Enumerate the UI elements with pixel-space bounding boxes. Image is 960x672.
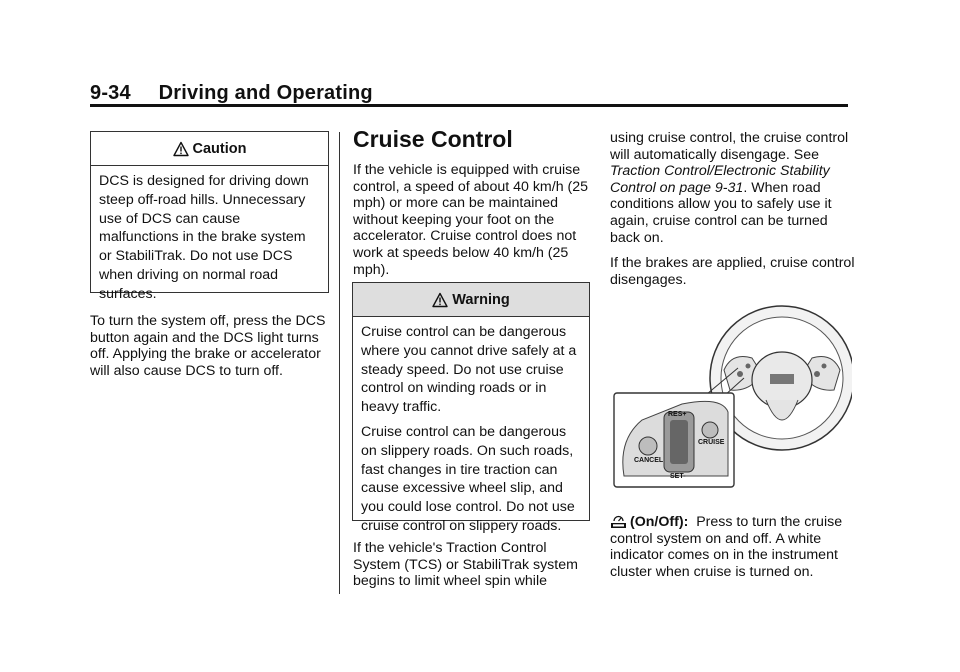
cancel-label: CANCEL [634, 457, 664, 464]
caution-text: DCS is designed for driving down steep off-road hills. Unnecessary use of DCS can cause malfunctions in the brake system or StabiliTrak. Do not use DCS when driving on normal road surfaces. [99, 173, 309, 302]
column-divider [339, 132, 340, 594]
cruise-control-heading: Cruise Control [353, 126, 513, 152]
dcs-off-paragraph: To turn the system off, press the DCS button again and the DCS light turns off. Applying the brake or accelerator will also cause DCS to turn off. [90, 313, 326, 379]
caution-title: Caution [192, 140, 247, 157]
page-number: 9-34 [90, 82, 131, 104]
on-off-label: (On/Off): [630, 514, 689, 530]
section-title: Driving and Operating [158, 82, 373, 104]
warning-paragraph-2: Cruise control can be dangerous on slippery roads. On such roads, fast changes in tire traction can cause excessive wheel slip, and you could lose control. Do not use cruise control on slippery roads. [361, 423, 575, 534]
set-label: SET- [670, 473, 686, 480]
warning-triangle-icon [173, 141, 189, 157]
warning-triangle-icon [432, 292, 448, 308]
tcs-paragraph: If the vehicle's Traction Control System (TCS) or StabiliTrak system begins to limit wheel spin while [353, 540, 578, 590]
caution-header [91, 132, 328, 166]
cruise-label: CRUISE [698, 439, 725, 446]
warning-header [353, 283, 589, 317]
cruise-control-icon [610, 512, 627, 529]
header-rule [90, 104, 848, 107]
caution-box [90, 131, 329, 302]
disengage-paragraph: using cruise control, the cruise control will automatically disengage. See Traction Control/Electronic Stability Control on page 9-31. When road conditions allow you to safely use it again, cruise control can be turned back on. [610, 130, 849, 246]
brakes-paragraph: If the brakes are applied, cruise control disengages. [610, 255, 855, 288]
cruise-controls-inset [614, 393, 734, 487]
res-label: RES+ [668, 411, 687, 418]
on-off-paragraph [610, 512, 855, 580]
cross-reference-link: Traction Control/Electronic Stability Control on page 9-31 [610, 163, 830, 196]
on-off-text: Press to turn the cruise control system on and off. A white indicator comes on in the instrument cluster when cruise is turned on. [610, 514, 843, 580]
page-header [90, 82, 373, 105]
warning-paragraph-1: Cruise control can be dangerous where you cannot drive safely at a steady speed. Do not use cruise control on winding roads or in heavy traffic. [361, 324, 577, 416]
steering-wheel-illustration [612, 300, 852, 492]
warning-title: Warning [452, 291, 510, 308]
warning-box [352, 282, 590, 534]
cruise-intro-paragraph: If the vehicle is equipped with cruise control, a speed of about 40 km/h (25 mph) or more can be maintained without keeping your foot on the accelerator. Cruise control does not work at speeds below 40 km/h (25 mph). [353, 162, 589, 278]
